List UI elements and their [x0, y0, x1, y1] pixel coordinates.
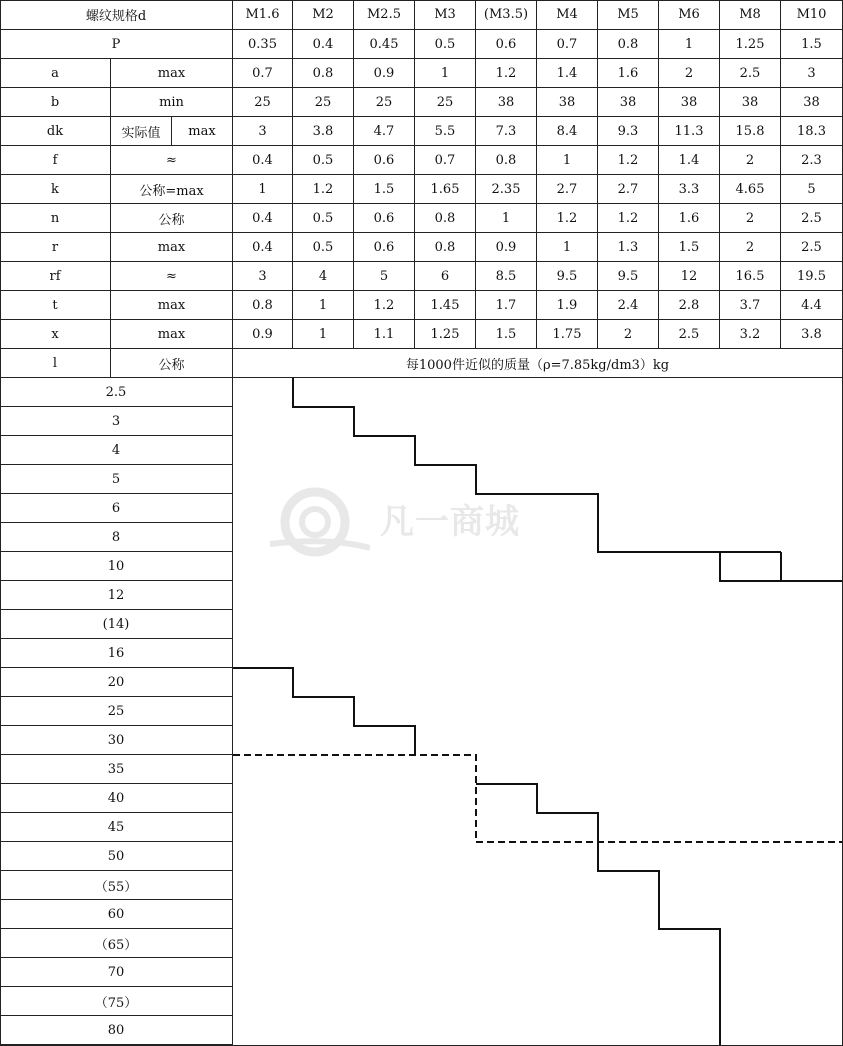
- param-value: 1: [293, 320, 354, 349]
- param-value: 2.3: [781, 146, 843, 175]
- param-value: 0.5: [293, 146, 354, 175]
- param-value: 1.2: [537, 204, 598, 233]
- size-header: M10: [781, 0, 843, 30]
- param-value: 1.6: [659, 204, 720, 233]
- param-value: 0.35: [233, 30, 293, 59]
- param-value: 1.5: [354, 175, 415, 204]
- length-qualifier: 公称: [111, 349, 233, 378]
- param-value: 8.4: [537, 117, 598, 146]
- param-value: 38: [537, 88, 598, 117]
- param-value: 1: [476, 204, 537, 233]
- mass-header: 每1000件近似的质量（ρ=7.85kg/dm3）kg: [233, 349, 843, 378]
- max-length-step-upper: [233, 668, 415, 755]
- size-header: M2.5: [354, 0, 415, 30]
- param-value: 19.5: [781, 262, 843, 291]
- length-symbol: l: [0, 349, 111, 378]
- param-value: 1.6: [598, 59, 659, 88]
- length-value: (14): [0, 610, 233, 639]
- length-value: （75）: [0, 987, 233, 1016]
- param-value: 0.8: [415, 204, 476, 233]
- length-value: 40: [0, 784, 233, 813]
- param-value: 1.2: [598, 204, 659, 233]
- length-value: 35: [0, 755, 233, 784]
- param-value: 15.8: [720, 117, 781, 146]
- param-value: 1: [415, 59, 476, 88]
- length-value: 45: [0, 813, 233, 842]
- param-value: 6: [415, 262, 476, 291]
- param-symbol: t: [0, 291, 111, 320]
- param-value: 3.8: [781, 320, 843, 349]
- param-value: 0.6: [476, 30, 537, 59]
- param-qualifier: min: [111, 88, 233, 117]
- size-header: M6: [659, 0, 720, 30]
- length-value: 25: [0, 697, 233, 726]
- param-value: 9.5: [598, 262, 659, 291]
- param-value: 1.65: [415, 175, 476, 204]
- param-value: 3.8: [293, 117, 354, 146]
- param-value: 2.5: [659, 320, 720, 349]
- param-value: 0.5: [293, 204, 354, 233]
- param-value: 38: [781, 88, 843, 117]
- param-qualifier: max: [111, 291, 233, 320]
- length-value: 5: [0, 465, 233, 494]
- length-value: 2.5: [0, 378, 233, 407]
- param-value: 25: [233, 88, 293, 117]
- param-value: 0.8: [476, 146, 537, 175]
- length-value: 80: [0, 1016, 233, 1045]
- length-value: 70: [0, 958, 233, 987]
- param-value: 1.2: [293, 175, 354, 204]
- param-symbol: rf: [0, 262, 111, 291]
- param-value: 1: [659, 30, 720, 59]
- param-symbol: dk: [0, 117, 111, 146]
- param-value: 4.7: [354, 117, 415, 146]
- param-qualifier: ≈: [111, 146, 233, 175]
- param-value: 25: [293, 88, 354, 117]
- param-value: 1.25: [415, 320, 476, 349]
- param-value: 2.8: [659, 291, 720, 320]
- param-value: 2.5: [781, 204, 843, 233]
- param-value: 4: [293, 262, 354, 291]
- size-header: M4: [537, 0, 598, 30]
- param-value: 1.4: [659, 146, 720, 175]
- param-value: 4.4: [781, 291, 843, 320]
- param-value: 2: [598, 320, 659, 349]
- param-value: 0.4: [233, 146, 293, 175]
- param-value: 11.3: [659, 117, 720, 146]
- param-symbol: r: [0, 233, 111, 262]
- length-value: 50: [0, 842, 233, 871]
- size-header: M1.6: [233, 0, 293, 30]
- param-value: 1.7: [476, 291, 537, 320]
- param-value: 0.9: [354, 59, 415, 88]
- param-value: 0.9: [476, 233, 537, 262]
- size-header: (M3.5): [476, 0, 537, 30]
- length-value: 20: [0, 668, 233, 697]
- param-value: 1.5: [781, 30, 843, 59]
- length-value: 6: [0, 494, 233, 523]
- param-value: 1.2: [476, 59, 537, 88]
- param-value: 0.8: [415, 233, 476, 262]
- param-value: 38: [598, 88, 659, 117]
- param-value: 38: [476, 88, 537, 117]
- param-value: 1.5: [659, 233, 720, 262]
- param-qualifier: 实际值: [111, 117, 172, 146]
- param-value: 2: [720, 146, 781, 175]
- param-qualifier: 公称: [111, 204, 233, 233]
- length-value: 12: [0, 581, 233, 610]
- param-limit: max: [172, 117, 233, 146]
- param-value: 38: [720, 88, 781, 117]
- param-value: 2: [720, 204, 781, 233]
- param-value: 1.4: [537, 59, 598, 88]
- param-value: 38: [659, 88, 720, 117]
- param-qualifier: max: [111, 320, 233, 349]
- param-value: 8.5: [476, 262, 537, 291]
- param-value: 2.4: [598, 291, 659, 320]
- param-value: 3.7: [720, 291, 781, 320]
- max-length-step-lower: [476, 784, 720, 1046]
- param-symbol: P: [0, 30, 233, 59]
- param-value: 0.6: [354, 146, 415, 175]
- param-value: 9.3: [598, 117, 659, 146]
- length-value: 10: [0, 552, 233, 581]
- param-value: 0.7: [233, 59, 293, 88]
- param-value: 2.35: [476, 175, 537, 204]
- param-value: 1: [233, 175, 293, 204]
- param-value: 25: [354, 88, 415, 117]
- watermark-text: 凡一商城: [380, 502, 520, 542]
- param-value: 12: [659, 262, 720, 291]
- param-value: 1.1: [354, 320, 415, 349]
- spec-header-label: 螺纹规格d: [0, 0, 233, 30]
- param-symbol: k: [0, 175, 111, 204]
- param-value: 0.4: [293, 30, 354, 59]
- param-value: 1.25: [720, 30, 781, 59]
- size-header: M3: [415, 0, 476, 30]
- param-value: 2.5: [720, 59, 781, 88]
- param-value: 1: [293, 291, 354, 320]
- param-value: 18.3: [781, 117, 843, 146]
- param-value: 3: [233, 262, 293, 291]
- param-value: 0.45: [354, 30, 415, 59]
- param-symbol: n: [0, 204, 111, 233]
- param-value: 0.4: [233, 233, 293, 262]
- param-value: 0.5: [293, 233, 354, 262]
- param-qualifier: ≈: [111, 262, 233, 291]
- param-qualifier: max: [111, 59, 233, 88]
- size-header: M5: [598, 0, 659, 30]
- length-value: 4: [0, 436, 233, 465]
- length-value: 16: [0, 639, 233, 668]
- param-value: 0.8: [598, 30, 659, 59]
- param-symbol: x: [0, 320, 111, 349]
- param-value: 1: [537, 146, 598, 175]
- param-value: 5.5: [415, 117, 476, 146]
- param-symbol: b: [0, 88, 111, 117]
- param-value: 1.3: [598, 233, 659, 262]
- length-value: 30: [0, 726, 233, 755]
- param-value: 1: [537, 233, 598, 262]
- param-value: 5: [781, 175, 843, 204]
- min-length-step-end: [781, 552, 843, 581]
- param-value: 0.7: [415, 146, 476, 175]
- param-value: 2: [659, 59, 720, 88]
- param-qualifier: 公称=max: [111, 175, 233, 204]
- param-value: 0.6: [354, 204, 415, 233]
- length-value: 8: [0, 523, 233, 552]
- param-value: 1.2: [354, 291, 415, 320]
- watermark: [270, 482, 540, 562]
- param-value: 25: [415, 88, 476, 117]
- param-value: 0.6: [354, 233, 415, 262]
- param-value: 16.5: [720, 262, 781, 291]
- param-value: 0.7: [537, 30, 598, 59]
- param-value: 5: [354, 262, 415, 291]
- param-value: 2.7: [537, 175, 598, 204]
- param-value: 7.3: [476, 117, 537, 146]
- param-value: 3.2: [720, 320, 781, 349]
- size-header: M8: [720, 0, 781, 30]
- param-qualifier: max: [111, 233, 233, 262]
- param-value: 1.75: [537, 320, 598, 349]
- length-value: （55）: [0, 871, 233, 900]
- param-value: 3: [233, 117, 293, 146]
- size-header: M2: [293, 0, 354, 30]
- param-value: 0.9: [233, 320, 293, 349]
- param-symbol: a: [0, 59, 111, 88]
- param-value: 1.9: [537, 291, 598, 320]
- param-value: 2: [720, 233, 781, 262]
- bearing-logo-icon: [270, 482, 370, 562]
- param-value: 1.2: [598, 146, 659, 175]
- length-value: （65）: [0, 929, 233, 958]
- param-value: 2.5: [781, 233, 843, 262]
- param-value: 1.5: [476, 320, 537, 349]
- param-value: 1.45: [415, 291, 476, 320]
- param-value: 9.5: [537, 262, 598, 291]
- length-value: 60: [0, 900, 233, 929]
- param-value: 0.8: [233, 291, 293, 320]
- length-value: 3: [0, 407, 233, 436]
- param-value: 0.4: [233, 204, 293, 233]
- param-value: 3: [781, 59, 843, 88]
- param-symbol: f: [0, 146, 111, 175]
- param-value: 0.8: [293, 59, 354, 88]
- param-value: 4.65: [720, 175, 781, 204]
- param-value: 3.3: [659, 175, 720, 204]
- param-value: 0.5: [415, 30, 476, 59]
- param-value: 2.7: [598, 175, 659, 204]
